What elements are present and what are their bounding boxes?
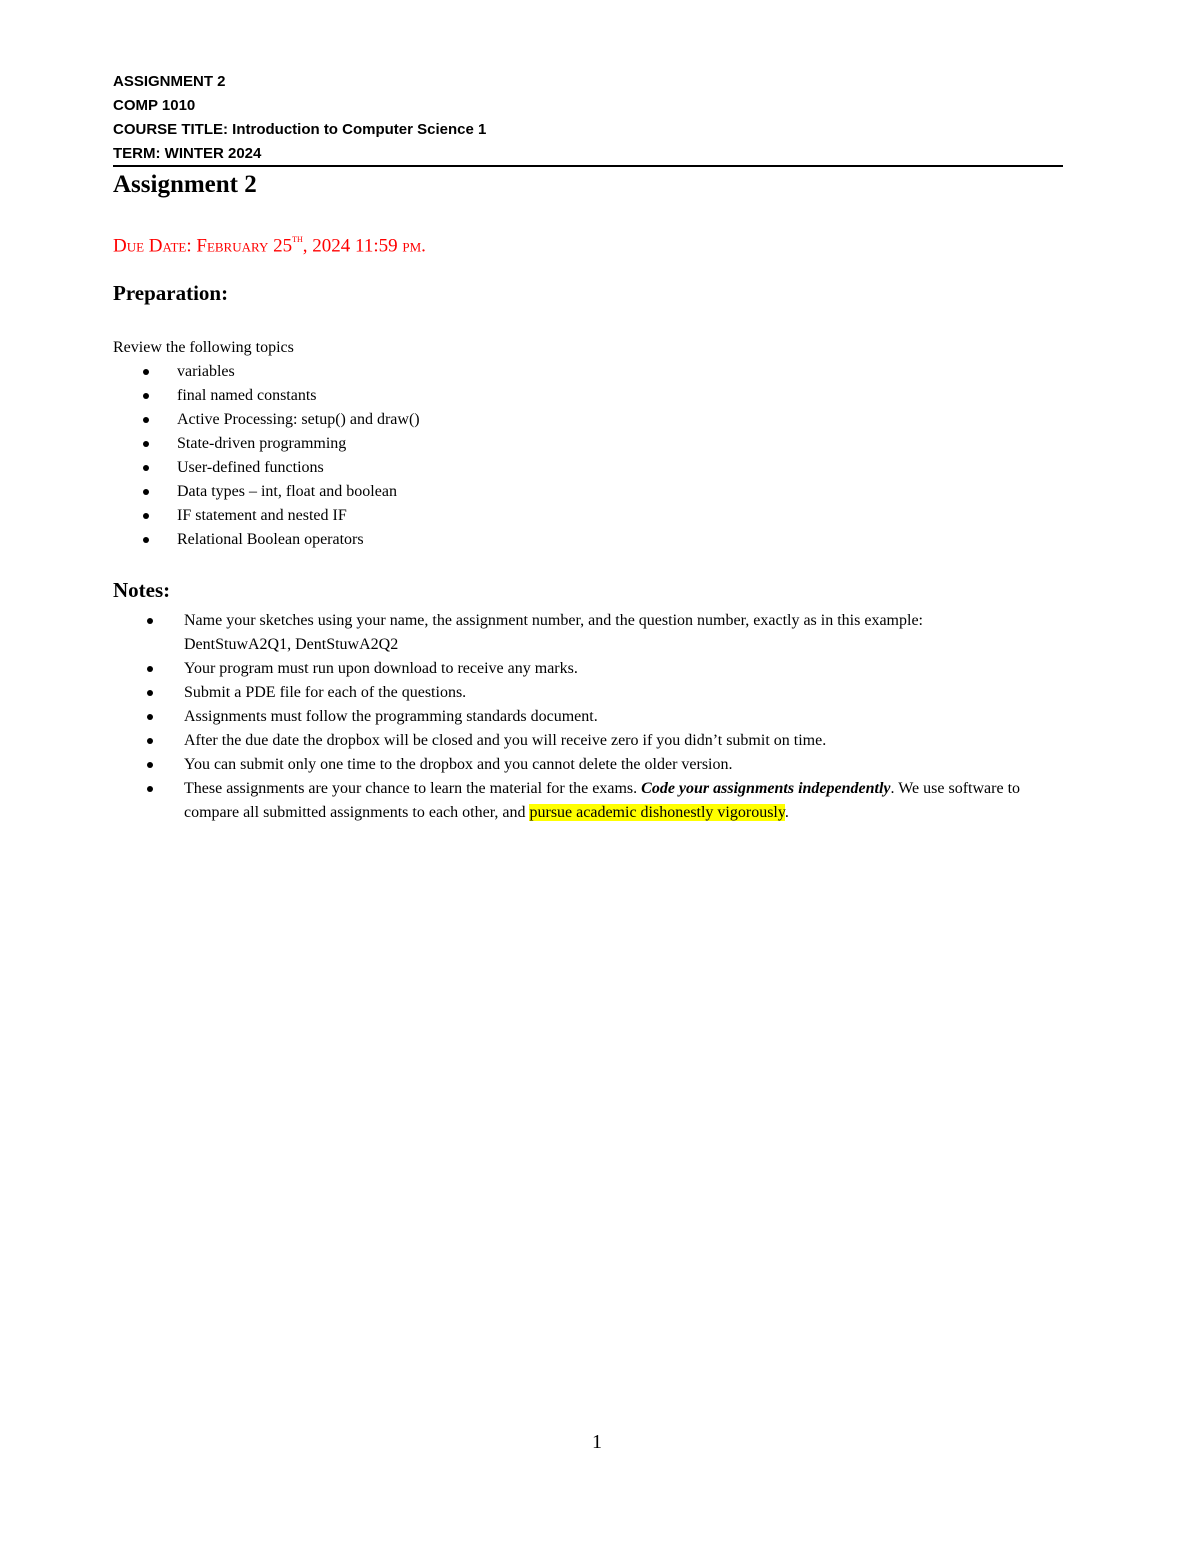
dishonesty-highlight: pursue academic dishonestly vigorously xyxy=(529,804,785,821)
page-title: Assignment 2 xyxy=(113,171,257,198)
topic-text: variables xyxy=(177,363,235,380)
topic-text: final named constants xyxy=(177,387,317,404)
bullet-icon xyxy=(147,690,153,696)
note-text: After the due date the dropbox will be closed and you will receive zero if you didn’t submit on time. xyxy=(184,732,827,749)
note-item xyxy=(113,609,1033,657)
note-text: Assignments must follow the programming standards document. xyxy=(184,708,598,725)
notes-heading: Notes: xyxy=(113,578,171,602)
due-date xyxy=(113,225,426,261)
page-number: 1 xyxy=(592,1431,602,1453)
note-text: These assignments are your chance to learn the material for the exams. xyxy=(184,780,642,797)
due-date-superscript: th xyxy=(292,231,303,245)
bullet-icon xyxy=(143,369,149,375)
bullet-icon xyxy=(147,618,153,624)
due-date-suffix: , 2024 11:59 pm. xyxy=(302,235,426,257)
note-item xyxy=(113,729,1033,753)
document-header xyxy=(113,70,1063,166)
bullet-icon xyxy=(147,762,153,768)
note-item xyxy=(113,753,1033,777)
bullet-icon xyxy=(143,393,149,399)
note-item xyxy=(113,681,1033,705)
bullet-icon xyxy=(143,441,149,447)
bullet-icon xyxy=(147,738,153,744)
bullet-icon xyxy=(147,666,153,672)
bullet-icon xyxy=(143,417,149,423)
note-item xyxy=(113,705,1033,729)
topic-item xyxy=(113,528,420,552)
header-course-code: COMP 1010 xyxy=(113,97,196,114)
topic-text: IF statement and nested IF xyxy=(177,507,347,524)
header-course-title: COURSE TITLE: Introduction to Computer Science 1 xyxy=(113,121,487,138)
bullet-icon xyxy=(147,786,153,792)
topic-item xyxy=(113,480,420,504)
topic-item xyxy=(113,504,420,528)
note-item xyxy=(113,657,1033,681)
bullet-icon xyxy=(143,537,149,543)
due-date-prefix: Due Date: February 25 xyxy=(113,235,293,257)
preparation-intro: Review the following topics xyxy=(113,339,294,356)
topic-text: User-defined functions xyxy=(177,459,324,476)
note-text: Submit a PDE file for each of the questions. xyxy=(184,684,467,701)
bullet-icon xyxy=(143,465,149,471)
topic-text: Data types – int, float and boolean xyxy=(177,483,397,500)
note-text: You can submit only one time to the dropbox and you cannot delete the older version. xyxy=(184,756,733,773)
header-assignment: ASSIGNMENT 2 xyxy=(113,73,226,90)
independence-emphasis: Code your assignments independently xyxy=(641,780,891,797)
note-item-integrity xyxy=(113,777,1033,825)
note-text: . xyxy=(784,804,789,821)
note-text: . We use software to compare all submitted assignments to each other, and xyxy=(184,780,1021,821)
topic-item xyxy=(113,360,420,384)
note-text: Your program must run upon download to receive any marks. xyxy=(184,660,578,677)
note-text: Name your sketches using your name, the assignment number, and the question number, exactly as in this example: DentStuwA2Q1, DentStuwA2Q2 xyxy=(184,612,923,653)
bullet-icon xyxy=(143,489,149,495)
bullet-icon xyxy=(147,714,153,720)
header-term: TERM: WINTER 2024 xyxy=(113,145,262,162)
notes-list xyxy=(113,609,1033,825)
topic-text: State-driven programming xyxy=(177,435,347,452)
bullet-icon xyxy=(143,513,149,519)
topic-item xyxy=(113,432,420,456)
topic-item xyxy=(113,408,420,432)
topic-item xyxy=(113,456,420,480)
topic-item xyxy=(113,384,420,408)
topics-list xyxy=(113,360,420,552)
topic-text: Active Processing: setup() and draw() xyxy=(177,411,420,428)
preparation-heading: Preparation: xyxy=(113,281,229,305)
topic-text: Relational Boolean operators xyxy=(177,531,364,548)
